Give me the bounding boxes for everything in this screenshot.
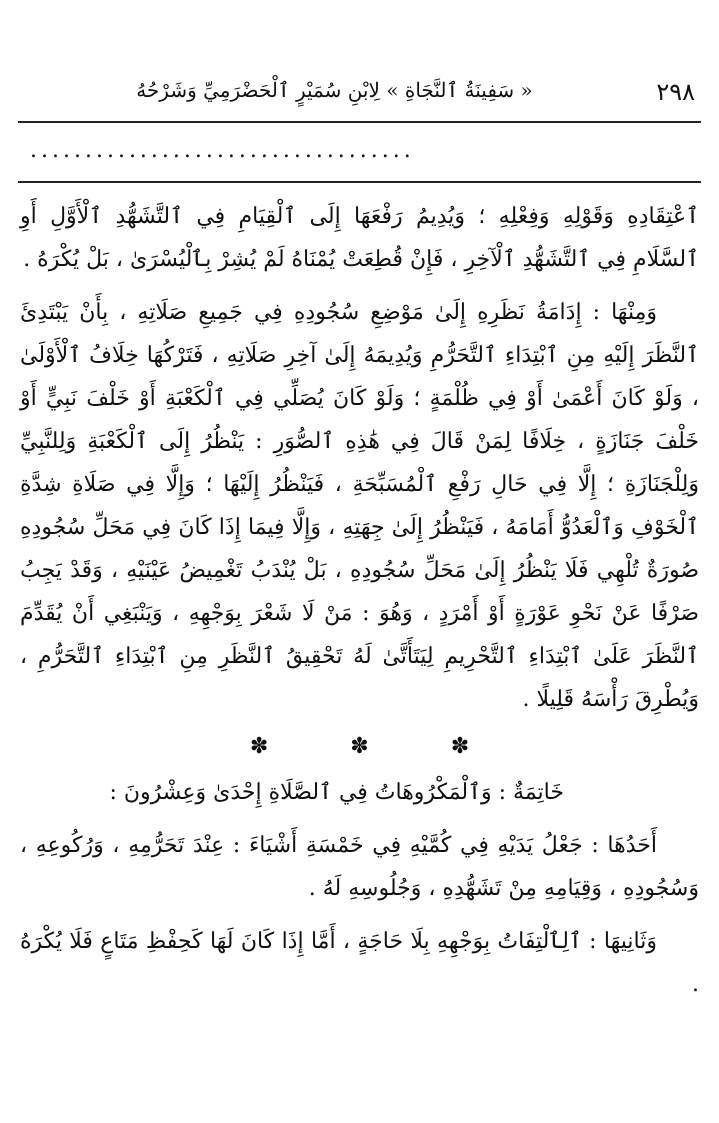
separator-star-icon: ✽ [249,734,269,759]
separator-star-icon: ✽ [450,734,470,759]
closing-item: أَحَدُهَا : جَعْلُ يَدَيْهِ فِي كُمَّيْهِ فِي خَمْسَةِ أَشْيَاءَ : عِنْدَ تَحَرُّمِهِ ، وَرُكُوعِهِ ، وَسُجُودِهِ ، وَقِيَامِهِ مِنْ تَشَهُّدِهِ ، وَجُلُوسِهِ لَهُ . [20,833,699,901]
header-rule [18,121,701,123]
closing-heading: خَاتِمَةٌ : وَٱلْمَكْرُوهَاتُ فِي ٱلصَّلَاةِ إِحْدَىٰ وَعِشْرُونَ : [109,780,564,805]
page-body [20,195,699,1006]
paragraph: ٱعْتِقَادِهِ وَقَوْلِهِ وَفِعْلِهِ ؛ وَيُدِيمُ رَفْعَهَا إِلَى ٱلْقِيَامِ فِي ٱلتَّشَهُّدِ ٱلْأَوَّلِ أَوِ ٱلسَّلَامِ فِي ٱلتَّشَهُّدِ ٱلْآخِرِ ، فَإِنْ قُطِعَتْ يُمْنَاهُ لَمْ يُشِرْ بِٱلْيُسْرَىٰ ، بَلْ يُكْرَهُ . [20,204,699,272]
footnote-ellipsis: ................................... [30,138,415,163]
closing-item: وَثَانِيهَا : ٱلِٱلْتِفَاتُ بِوَجْهِهِ بِلَا حَاجَةٍ ، أَمَّا إِذَا كَانَ لَهَا كَحِفْظِ مَتَاعٍ فَلَا يُكْرَهُ . [20,929,699,997]
section-rule [18,181,701,183]
paragraph: وَمِنْهَا : إِدَامَةُ نَظَرِهِ إِلَىٰ مَوْضِعِ سُجُودِهِ فِي جَمِيعِ صَلَاتِهِ ، بِأَنْ يَبْتَدِئَ ٱلنَّظَرَ إِلَيْهِ مِنِ ٱبْتِدَاءِ ٱلتَّحَرُّمِ وَيُدِيمَهُ إِلَىٰ آخِرِ صَلَاتِهِ ، فَتَرْكُهَا خِلَافُ ٱلْأَوْلَىٰ ، وَلَوْ كَانَ أَعْمَىٰ أَوْ فِي ظُلْمَةٍ ؛ وَلَوْ كَانَ يُصَلِّي فِي ٱلْكَعْبَةِ أَوْ خَلْفَ نَبِيٍّ أَوْ خَلْفَ جَنَازَةٍ ، خِلَافًا لِمَنْ قَالَ فِي هَٰذِهِ ٱلصُّوَرِ : يَنْظُرُ إِلَى ٱلْكَعْبَةِ وَلِلنَّبِيِّ وَلِلْجَنَازَةِ ؛ إِلَّا فِي حَالِ رَفْعِ ٱلْمُسَبِّحَةِ ، فَيَنْظُرُ إِلَيْهَا ؛ وَإِلَّا فِي صَلَاةِ شِدَّةِ ٱلْخَوْفِ وَٱلْعَدُوُّ أَمَامَهُ ، فَيَنْظُرُ إِلَىٰ جِهَتِهِ ، وَإِلَّا فِيمَا إِذَا كَانَ فِي مَحَلِّ سُجُودِهِ صُورَةٌ تُلْهِي فَلَا يَنْظُرُ إِلَىٰ مَحَلِّ سُجُودِهِ ، بَلْ يُنْدَبُ تَغْمِيضُ عَيْنَيْهِ ، وَقَدْ يَجِبُ صَرْفًا عَنْ نَحْوِ عَوْرَةٍ أَوْ أَمْرَدٍ ، وَهُوَ : مَنْ لَا شَعْرَ بِوَجْهِهِ ، وَيَنْبَغِي أَنْ يُقَدِّمَ ٱلنَّظَرَ عَلَىٰ ٱبْتِدَاءِ ٱلتَّحْرِيمِ لِيَتَأَتَّىٰ لَهُ تَحْقِيقُ ٱلنَّظَرِ مِنِ ٱبْتِدَاءِ ٱلتَّحَرُّمِ ، وَيُطْرِقَ رَأْسَهُ قَلِيلًا . [20,300,699,712]
separator-star-icon: ✽ [350,734,369,759]
page-number: ٢٩٨ [656,78,695,106]
section-separator [20,733,699,761]
page-header [18,78,701,118]
running-title: « سَفِينَةُ ٱلنَّجَاةِ » لِابْنِ سُمَيْرٍ ٱلْحَضْرَمِيِّ وَشَرْحُهُ [136,78,533,102]
